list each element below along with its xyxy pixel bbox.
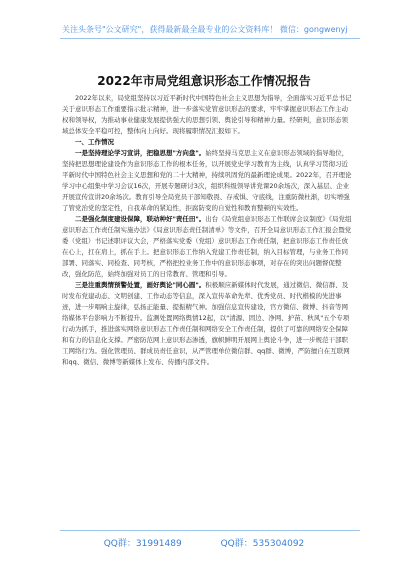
- header-banner: 关注头条号"公文研究"，获得最新最全最专业的公文资料库！ 微信：gongwenyj: [62, 25, 348, 34]
- header-divider: [60, 38, 360, 39]
- section-heading: 一、工作情况: [75, 138, 114, 146]
- paragraph-1: [62, 148, 354, 214]
- paragraph-1-lead: 一是坚持理论学习宣讲，把稳思想"方向盘"。: [75, 149, 206, 157]
- paragraph-2-text: 出台《局党组意识形态工作联席会议制度》《局党组意识形态工作责任制实施办法》《局意识形态责任制清单》等文件，召开全局意识形态工作汇报会暨党委（党组）书记述职评议大会，严格落实党委（党组）意识形态工作责任制，把意识形态工作责任放在心上，扛在肩上，抓在手上。把意识形态工作纳入党建工作责任制，纳入目标管理，与业务工作同部署、同落实、同检查、同考核，严格把控业务工作中的意识形态事项，对存在的突出问题督促整改，强化防范，始终加强对员工的日常教育、管理和引导。: [62, 215, 352, 278]
- footer-qq-group-1: QQ群：31991489: [103, 539, 182, 549]
- footer: [0, 536, 408, 549]
- paragraph-3-lead: 三是注重舆情预警处置，画好舆论"同心圆"。: [75, 281, 206, 289]
- paragraph-1-text: 始终坚持马克思主义在意识形态领域的指导地位，坚持把思想理论建设作为意识形态工作的根本任务，以开展党史学习教育为主线，认真学习贯彻习近平新时代中国特色社会主义思想和党的二十大精神，持续巩固党的最新理论成果。2022年，召开理论学习中心组集中学习会议16次，开展专题研讨3次，组织科级领导讲党课20余场次，深入基层、企业开展宣传宣讲20余场次。教育引导全局党员干部知敬畏、存戒惧、守底线，注重防微杜渐，切实增强了管党治党的坚定性，自我革命的紧迫性，拒腐防变的自觉性和教育整顿的实效性。: [62, 149, 352, 212]
- footer-qq-group-2: QQ群：535304092: [220, 539, 305, 549]
- paragraph-3: [62, 280, 354, 368]
- intro-paragraph: 2022年以来，局党组坚持以习近平新时代中国特色社会主义思想为指导，全面落实习近平总书记关于意识形态工作重要指示批示精神，进一步落实党管意识形态的要求，牢牢掌握意识形态工作主动权和领导权，为推动事业健康发展提供强大的思想引领、舆论引导和精神力量。经研判，意识形态领域总体安全平稳可控，整体向上向好。现将履职情况汇报如下。: [62, 94, 352, 135]
- paragraph-2: [62, 214, 354, 280]
- document-title: 2022年市局党组意识形态工作情况报告: [97, 74, 311, 88]
- paragraph-3-text: 积极顺应新媒体时代发展，通过微信、微信群、及时发布党建动态、文明创建、工作动态等信息，深入宣传革命先辈、优秀党员、时代楷模的先进事迹，进一步唱响主旋律，弘扬正能量、提振精气神。加强信息宣传建设，官方微信、微博、抖音等网络媒体平台影响力不断提升。监测处置网络舆情12起，以"清源、固边、净网、护苗、秋风"五个专项行动为抓手，推进落实网络意识形态工作责任制和网络安全工作责任制，提供了可靠的网络安全保障和有力的信息化支撑。严密防范网上意识形态渗透，旗帜鲜明开展网上舆论斗争，进一步规范干部职工网络行为。强化管理员、群成员责任意识，从严管理单位微信群、qq群、微博，严防擅自在互联网和qq、微信、微博等新媒体上发布、传播内部文件。: [62, 281, 350, 366]
- paragraph-2-lead: 二是强化制度建设保障，联动种好"责任田"。: [75, 215, 206, 223]
- document-body: [62, 93, 354, 368]
- footer-divider: [60, 530, 360, 531]
